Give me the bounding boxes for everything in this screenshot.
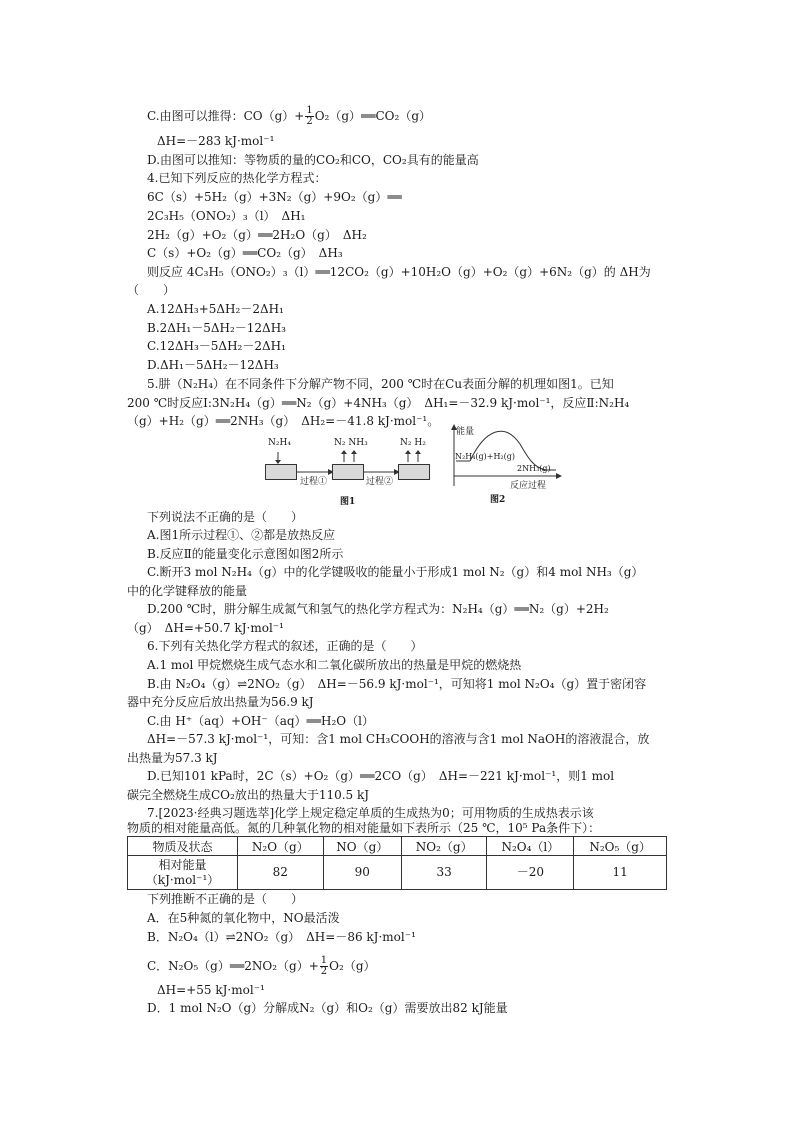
q7-option-d: D．1 mol N₂O（g）分解成N₂（g）和O₂（g）需要放出82 kJ能量 (147, 1001, 508, 1015)
q3-option-c-text: C.由图可以推得：CO（g）+ (147, 109, 305, 123)
table-cell: 33 (401, 856, 486, 890)
q6-stem: 6.下列有关热化学方程式的叙述，正确的是（ ） (147, 639, 423, 653)
q6-option-a: A.1 mol 甲烷燃烧生成气态水和二氧化碳所放出的热量是甲烷的燃烧热 (147, 658, 522, 672)
q6-option-d-1: D.已知101 kPa时，2C（s）+O₂（g）══2CO（g） ΔH=－221 kJ·mol⁻¹，则1 mol (147, 769, 615, 783)
table-row (128, 856, 667, 890)
q4-option-d: D.ΔH₁－5ΔH₂－12ΔH₃ (147, 358, 279, 372)
figure1-cu-surface-3 (398, 464, 430, 480)
q5-option-c-1: C.断开3 mol N₂H₄（g）中的化学键吸收的能量小于形成1 mol N₂（g）和4 mol NH₃（g） (147, 565, 644, 579)
figure1-cu-surface-2 (332, 464, 364, 480)
q5-stem-3: （g）+H₂（g）══2NH₃（g） ΔH₂=－41.8 kJ·mol⁻¹。 (127, 414, 440, 428)
table-header-row (128, 837, 667, 856)
figure1-step2: 过程② (366, 477, 394, 487)
figure1-label-n2-nh3: N₂ NH₃ (334, 438, 368, 448)
q6-option-b-1: B.由 N₂O₄（g）⇌2NO₂（g） ΔH=－56.9 kJ·mol⁻¹，可知将1 mol N₂O₄（g）置于密闭容 (147, 677, 647, 691)
q5-option-c-2: 中的化学键释放的能量 (127, 584, 248, 598)
table-row-label-line2: （kJ·mol⁻¹） (145, 872, 220, 887)
table-cell: －20 (487, 856, 574, 890)
q3-option-c-enthalpy: ΔH=－283 kJ·mol⁻¹ (157, 134, 275, 148)
figure1-caption: 图1 (340, 497, 356, 507)
q7-option-b: B．N₂O₄（l）⇌2NO₂（g） ΔH=－86 kJ·mol⁻¹ (147, 930, 416, 944)
table-cell: 11 (574, 856, 667, 890)
figure2-caption: 图2 (490, 495, 506, 505)
figure2-reactant: N₂H₄(g)+H₂(g) (455, 452, 516, 461)
q4-eq1-part2: 2C₃H₅（ONO₂）₃（l） ΔH₁ (147, 209, 306, 223)
q7-stem-2: 物质的相对能量高低。氮的几种氧化物的相对能量如下表所示（25 ℃，10⁵ Pa条件下）： (127, 821, 601, 835)
table-row-label-line1: 相对能量 (158, 857, 207, 872)
q7-option-c-enthalpy: ΔH=+55 kJ·mol⁻¹ (157, 983, 265, 997)
q7-question: 下列推断不正确的是（ ） (147, 892, 304, 906)
table-header-cell: NO（g） (323, 837, 401, 856)
table-row-label (128, 856, 238, 890)
fraction-numerator: 1 (320, 955, 328, 966)
figure1-cu-surface-1 (265, 464, 297, 480)
q3-option-d: D.由图可以推知：等物质的量的CO₂和CO，CO₂具有的能量高 (147, 153, 479, 167)
table-header-cell: NO₂（g） (401, 837, 486, 856)
table-header-cell: N₂O₄（l） (487, 837, 574, 856)
fraction-half (320, 956, 328, 977)
q6-option-c-3: 出热量为57.3 kJ (127, 751, 218, 765)
q7-option-a: A．在5种氮的氧化物中，NO最活泼 (147, 911, 340, 925)
figure-2 (450, 424, 565, 506)
q4-eq1-part1: 6C（s）+5H₂（g）+3N₂（g）+9O₂（g）══ (147, 190, 402, 204)
relative-energy-table (127, 836, 667, 890)
q5-question: 下列说法不正确的是（ ） (147, 510, 304, 524)
fraction-half (305, 106, 313, 127)
q6-option-b-2: 器中充分反应后放出热量为56.9 kJ (127, 695, 314, 709)
q5-option-a: A.图1所示过程①、②都是放热反应 (147, 528, 336, 542)
q5-stem-1: 5.肼（N₂H₄）在不同条件下分解产物不同，200 ℃时在Cu表面分解的机理如图1。已知 (147, 377, 614, 391)
table-cell: 90 (323, 856, 401, 890)
figure2-xlabel: 反应过程 (510, 481, 547, 491)
q4-eq2: 2H₂（g）+O₂（g）══2H₂O（g） ΔH₂ (147, 228, 367, 242)
figure1-step1: 过程① (300, 477, 328, 487)
q6-option-c-2: ΔH=－57.3 kJ·mol⁻¹，可知：含1 mol CH₃COOH的溶液与含1 mol NaOH的溶液混合，放 (147, 732, 650, 746)
q6-option-d-2: 碳完全燃烧生成CO₂放出的热量大于110.5 kJ (127, 788, 370, 802)
q3-option-c (147, 106, 431, 127)
q7-stem-1: 7.[2023·经典习题选萃]化学上规定稳定单质的生成热为0；可用物质的生成热表示该 (147, 806, 594, 820)
q3-option-c-text-end: O₂（g）══CO₂（g） (314, 109, 431, 123)
q5-option-d-1: D.200 ℃时，肼分解生成氮气和氢气的热化学方程式为：N₂H₄（g）══N₂（g）+2H₂ (147, 602, 609, 616)
q4-stem: 4.已知下列反应的热化学方程式： (147, 171, 327, 185)
q4-eq3: C（s）+O₂（g）══CO₂（g） ΔH₃ (147, 246, 343, 260)
q4-option-c: C.12ΔH₃－5ΔH₂－2ΔH₁ (147, 339, 286, 353)
table-header-cell: 物质及状态 (128, 837, 238, 856)
q5-option-d-2: （g） ΔH=+50.7 kJ·mol⁻¹ (127, 621, 284, 635)
q7-option-c (147, 956, 376, 977)
q5-option-b: B.反应Ⅱ的能量变化示意图如图2所示 (147, 547, 344, 561)
q4-question: 则反应 4C₃H₅（ONO₂）₃（l）══12CO₂（g）+10H₂O（g）+O₂（g）+6N₂（g）的 ΔH为 (147, 265, 651, 279)
table-header-cell: N₂O（g） (238, 837, 323, 856)
figure1-label-n2-h2: N₂ H₂ (400, 438, 426, 448)
q6-option-c-1: C.由 H⁺（aq）+OH⁻（aq）══H₂O（l） (147, 714, 374, 728)
figure2-ylabel: 能量 (456, 427, 475, 437)
table-header-cell: N₂O₅（g） (574, 837, 667, 856)
figure2-product: 2NH₃(g) (517, 464, 551, 473)
fraction-denominator: 2 (320, 966, 328, 977)
fraction-denominator: 2 (306, 116, 313, 127)
q4-option-b: B.2ΔH₁－5ΔH₂－12ΔH₃ (147, 321, 286, 335)
q5-stem-2: 200 ℃时反应Ⅰ:3N₂H₄（g）══N₂（g）+4NH₃（g） ΔH₁=－32.9 kJ·mol⁻¹，反应Ⅱ:N₂H₄ (127, 396, 630, 410)
q7-option-c-text-end: O₂（g） (329, 959, 376, 973)
q7-option-c-text: C．N₂O₅（g）══2NO₂（g）+ (147, 959, 319, 973)
figure1-label-n2h4: N₂H₄ (268, 438, 291, 448)
q4-option-a: A.12ΔH₃+5ΔH₂－2ΔH₁ (147, 302, 284, 316)
figure-1 (260, 436, 440, 506)
fraction-numerator: 1 (306, 105, 313, 116)
table-cell: 82 (238, 856, 323, 890)
q4-answer-bracket: （ ） (127, 283, 176, 297)
